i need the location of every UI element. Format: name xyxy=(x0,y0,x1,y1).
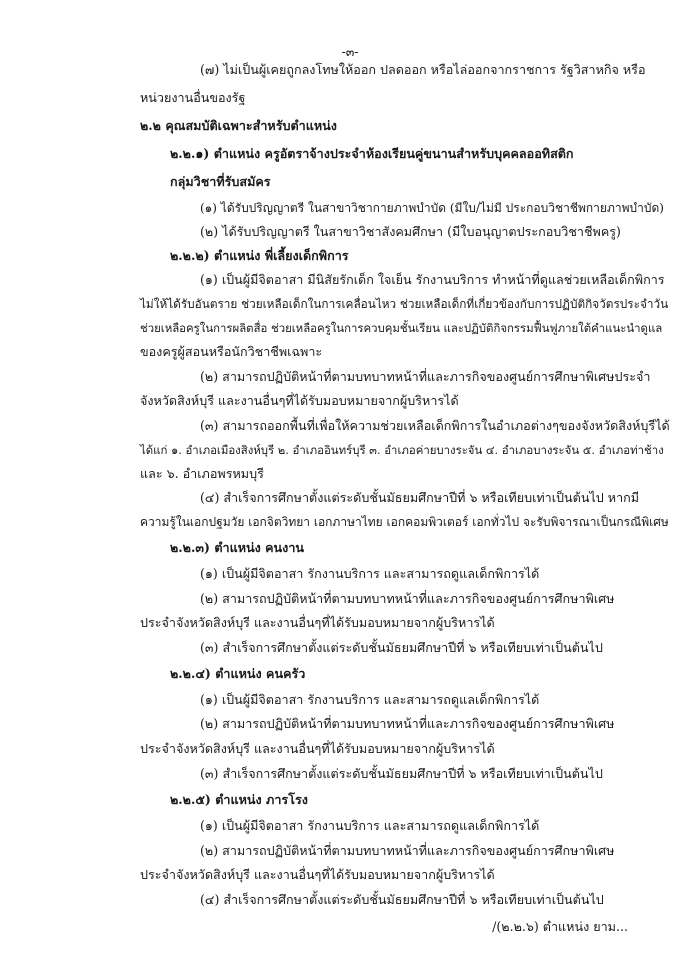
position-heading: ๒.๒.๔) ตำแหน่ง คนครัว xyxy=(170,666,306,681)
position-heading: ๒.๒.๑) ตำแหน่ง ครูอัตราจ้างประจำห้องเรียนคู่ขนานสำหรับบุคคลออทิสติก xyxy=(170,146,574,161)
text-line: (๑) เป็นผู้มีจิตอาสา มีนิสัยรักเด็ก ใจเย็น รักงานบริการ ทำหน้าที่ดูแลช่วยเหลือเด็กพิการ xyxy=(200,272,665,287)
text-line: (๒) สามารถปฏิบัติหน้าที่ตามบทบาทหน้าที่และภารกิจของศูนย์การศึกษาพิเศษ xyxy=(200,716,615,731)
text-line: (๑) เป็นผู้มีจิตอาสา รักงานบริการ และสามารถดูแลเด็กพิการได้ xyxy=(200,566,540,581)
text-line: หน่วยงานอื่นของรัฐ xyxy=(140,90,246,105)
text-line: ของครูผู้สอนหรือนักวิชาชีพเฉพาะ xyxy=(140,344,323,359)
text-line: (๓) สำเร็จการศึกษาตั้งแต่ระดับชั้นมัธยมศึกษาปีที่ ๖ หรือเทียบเท่าเป็นต้นไป xyxy=(200,640,603,655)
position-heading: ๒.๒.๕) ตำแหน่ง ภารโรง xyxy=(170,792,308,807)
text-line: (๒) สามารถปฏิบัติหน้าที่ตามบทบาทหน้าที่และภารกิจของศูนย์การศึกษาพิเศษ xyxy=(200,591,615,606)
text-line: ไม่ให้ได้รับอันตราย ช่วยเหลือเด็กในการเคลื่อนไหว ช่วยเหลือเด็กที่เกี่ยวข้องกับการปฏิบัติกิจวัตรประจำวัน xyxy=(140,297,669,311)
text-line: ประจำจังหวัดสิงห์บุรี และงานอื่นๆที่ได้รับมอบหมายจากผู้บริหารได้ xyxy=(140,867,495,882)
continuation-footer: /(๒.๒.๖) ตำแหน่ง ยาม... xyxy=(492,919,628,934)
section-heading: ๒.๒ คุณสมบัติเฉพาะสำหรับตำแหน่ง xyxy=(140,118,337,133)
text-line: ช่วยเหลือครูในการผลิตสื่อ ช่วยเหลือครูในการควบคุมชั้นเรียน และปฏิบัติกิจกรรมฟื้นฟูภายใต้คำแนะนำดูแล xyxy=(140,321,663,335)
text-line: (๒) สามารถปฏิบัติหน้าที่ตามบทบาทหน้าที่และภารกิจของศูนย์การศึกษาพิเศษประจำ xyxy=(200,369,651,384)
text-line: ประจำจังหวัดสิงห์บุรี และงานอื่นๆที่ได้รับมอบหมายจากผู้บริหารได้ xyxy=(140,615,495,630)
position-subheading: กลุ่มวิชาที่รับสมัคร xyxy=(170,174,271,189)
text-line: ความรู้ในเอกปฐมวัย เอกจิตวิทยา เอกภาษาไทย เอกคอมพิวเตอร์ เอกทั่วไป จะรับพิจารณาเป็นกรณีพิเศษ xyxy=(140,515,669,529)
text-line: (๒) สามารถปฏิบัติหน้าที่ตามบทบาทหน้าที่และภารกิจของศูนย์การศึกษาพิเศษ xyxy=(200,843,615,858)
position-heading: ๒.๒.๒) ตำแหน่ง พี่เลี้ยงเด็กพิการ xyxy=(170,248,349,263)
text-line: (๑) เป็นผู้มีจิตอาสา รักงานบริการ และสามารถดูแลเด็กพิการได้ xyxy=(200,818,540,833)
text-line: (๑) เป็นผู้มีจิตอาสา รักงานบริการ และสามารถดูแลเด็กพิการได้ xyxy=(200,692,540,707)
text-line: (๓) สามารถออกพื้นที่เพื่อให้ความช่วยเหลือเด็กพิการในอำเภอต่างๆของจังหวัดสิงห์บุรีได้ xyxy=(200,418,670,433)
page-number: -๓- xyxy=(341,44,359,59)
text-line: (๔) สำเร็จการศึกษาตั้งแต่ระดับชั้นมัธยมศึกษาปีที่ ๖ หรือเทียบเท่าเป็นต้นไป xyxy=(200,892,604,907)
text-line: (๓) สำเร็จการศึกษาตั้งแต่ระดับชั้นมัธยมศึกษาปีที่ ๖ หรือเทียบเท่าเป็นต้นไป xyxy=(200,766,603,781)
text-line: ประจำจังหวัดสิงห์บุรี และงานอื่นๆที่ได้รับมอบหมายจากผู้บริหารได้ xyxy=(140,741,495,756)
position-heading: ๒.๒.๓) ตำแหน่ง คนงาน xyxy=(170,540,304,555)
text-line: (๗) ไม่เป็นผู้เคยถูกลงโทษให้ออก ปลดออก หรือไล่ออกจากราชการ รัฐวิสาหกิจ หรือ xyxy=(200,62,646,77)
text-line: (๒) ได้รับปริญญาตรี ในสาขาวิชาสังคมศึกษา (มีใบอนุญาตประกอบวิชาชีพครู) xyxy=(200,224,621,239)
text-line: ได้แก่ ๑. อำเภอเมืองสิงห์บุรี ๒. อำเภออินทร์บุรี ๓. อำเภอค่ายบางระจัน ๔. อำเภอบางระจัน ๕. อำเภอท่าช้าง xyxy=(140,443,664,457)
text-line: (๔) สำเร็จการศึกษาตั้งแต่ระดับชั้นมัธยมศึกษาปีที่ ๖ หรือเทียบเท่าเป็นต้นไป หากมี xyxy=(200,490,640,505)
text-line: (๑) ได้รับปริญญาตรี ในสาขาวิชากายภาพบำบัด (มีใบ/ไม่มี ประกอบวิชาชีพกายภาพบำบัด) xyxy=(200,201,664,215)
text-line: และ ๖. อำเภอพรหมบุรี xyxy=(140,466,264,481)
text-line: จังหวัดสิงห์บุรี และงานอื่นๆที่ได้รับมอบหมายจากผู้บริหารได้ xyxy=(140,393,459,408)
